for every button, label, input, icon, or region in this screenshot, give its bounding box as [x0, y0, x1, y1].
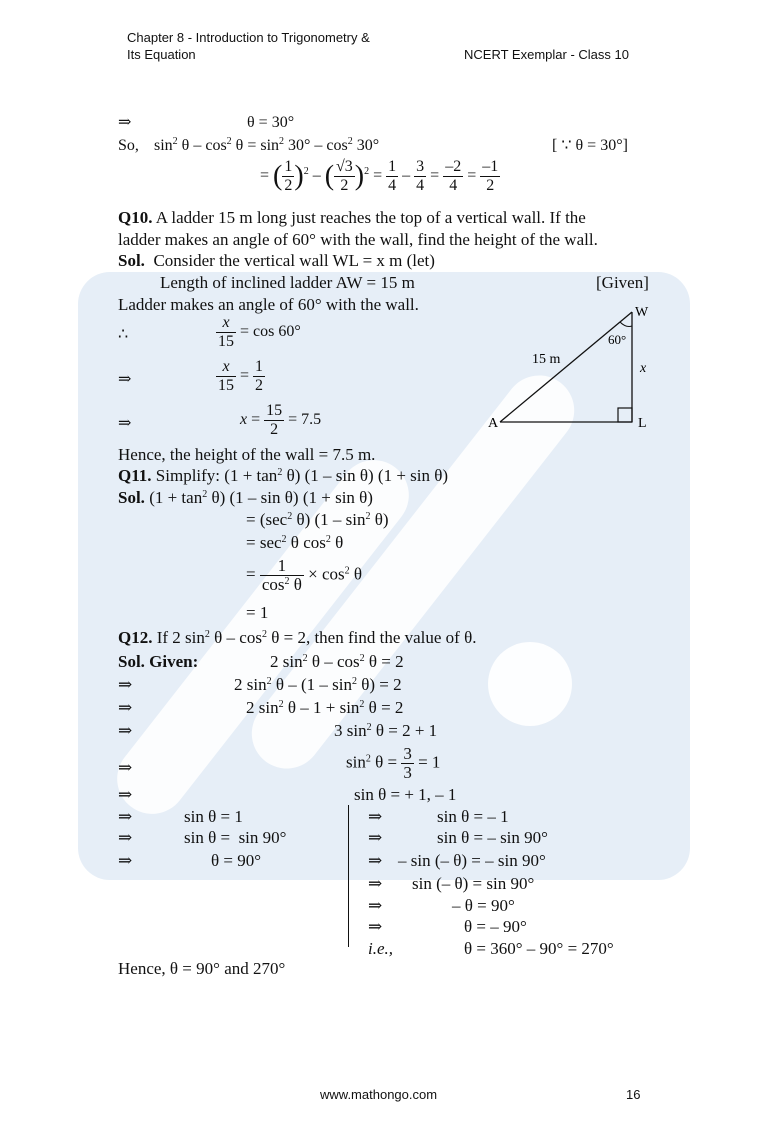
equation-line: $\frac{x}{15}$ = cos 60°	[218, 314, 301, 350]
solution-12-given: Sol. Given:	[118, 652, 199, 671]
equation-line: $\sin^2 \theta - \cos^2 \theta = \sin^2 30^\circ - \cos^2 30^\circ$	[154, 136, 380, 154]
equation-line: 2 $\sin^2 \theta - 1 + \sin^2 \theta = 2$	[246, 698, 404, 717]
label-a: A	[488, 416, 499, 431]
implies-symbol: ⇒	[118, 721, 133, 740]
equation-line: sin θ = 1	[184, 807, 243, 826]
equation-line: = ( $\frac{1}{2}$ )$^2$ – ( $\frac{√3}{2}$ )$^2$ = $\frac{1}{4}$ – $\frac{3}{4}$ = $\frac{-2}{4}$ = $\frac{-1}{2}$	[260, 158, 499, 194]
equation-line: θ = 30°	[247, 114, 295, 131]
equation-line: θ = 360° – 90° = 270°	[464, 939, 614, 958]
question-12: Q12. If 2 $\sin^2 \theta - \cos^2 \theta = 2$, then find the value of θ.	[118, 628, 477, 647]
equation-line: $\sin^2 \theta$ = $\frac{3}{3}$ = 1	[346, 744, 441, 782]
final-answer: Hence, θ = 90° and 270°	[118, 959, 286, 978]
page-number: 16	[626, 1087, 641, 1102]
label-hypotenuse: 15 m	[532, 352, 561, 367]
question-10-cont: ladder makes an angle of 60° with the wall, find the height of the wall.	[118, 230, 598, 249]
equation-line: sin θ = – 1	[437, 807, 509, 826]
equation-line: – θ = 90°	[452, 896, 515, 915]
implies-symbol: ⇒	[118, 371, 132, 388]
equation-line: = ($\sec^2$ θ) $(1 - \sin^2 \theta)$	[246, 510, 389, 529]
equation-line: sin θ = sin 90°	[184, 828, 287, 847]
implies-symbol: ⇒	[118, 114, 132, 131]
solution-10: Sol. Consider the vertical wall WL = x m (let)	[118, 251, 435, 270]
footer-url: www.mathongo.com	[320, 1087, 438, 1102]
equation-line: 2 $\sin^2 \theta - \cos^2 \theta = 2$	[270, 652, 404, 671]
label-angle: 60°	[608, 332, 627, 347]
ie-label: i.e.,	[368, 939, 394, 958]
implies-symbol: ⇒	[118, 807, 133, 826]
chapter-title: Chapter 8 - Introduction to Trigonometry &	[127, 30, 370, 45]
branch-divider	[348, 805, 349, 947]
equation-line: 2 $\sin^2 \theta - (1 - \sin^2 \theta) = 2$	[234, 675, 402, 694]
implies-symbol: ⇒	[368, 896, 383, 915]
implies-symbol: ⇒	[118, 698, 133, 717]
watermark-dot	[488, 642, 572, 726]
implies-symbol: ⇒	[118, 758, 133, 777]
implies-symbol: ⇒	[118, 851, 133, 870]
implies-symbol: ⇒	[118, 828, 133, 847]
implies-symbol: ⇒	[368, 917, 383, 936]
solution-11: Sol. $(1 + \tan^2 \theta)$ (1 – sin θ) (1 + sin θ)	[118, 488, 373, 507]
equation-line: $\frac{x}{15}$ = $\frac{1}{2}$	[218, 358, 264, 394]
therefore-symbol: ∴	[118, 326, 129, 343]
equation-line: = $\sec^2 \theta$ $\cos^2 \theta$	[246, 533, 344, 552]
because-note: [ ∵ θ = 30°]	[552, 137, 628, 154]
implies-symbol: ⇒	[368, 828, 383, 847]
ladder-triangle-diagram	[480, 296, 670, 436]
equation-line: 3 $\sin^2 \theta = 2 + 1$	[334, 721, 438, 740]
implies-symbol: ⇒	[118, 415, 132, 432]
solution-line: Length of inclined ladder AW = 15 m	[160, 273, 415, 292]
chapter-subtitle: Its Equation	[127, 47, 196, 62]
implies-symbol: ⇒	[368, 851, 383, 870]
label-x: x	[640, 361, 647, 376]
implies-symbol: ⇒	[368, 874, 383, 893]
equation-line: – sin (– θ) = – sin 90°	[398, 851, 546, 870]
question-10: Q10. A ladder 15 m long just reaches the top of a vertical wall. If the	[118, 208, 586, 227]
equation-line: x = $\frac{15}{2}$ = 7.5	[240, 402, 322, 438]
equation-line: sin θ = + 1, – 1	[354, 785, 457, 804]
so-label: So,	[118, 137, 139, 154]
equation-line: = 1	[246, 603, 269, 622]
implies-symbol: ⇒	[368, 807, 383, 826]
label-l: L	[638, 416, 647, 431]
equation-line: sin (– θ) = sin 90°	[412, 874, 535, 893]
label-w: W	[635, 305, 649, 320]
equation-line: = $\frac{1}{\cos^2 \theta}$ × $\cos^2 \theta$	[246, 556, 363, 594]
implies-symbol: ⇒	[118, 675, 133, 694]
equation-line: sin θ = – sin 90°	[437, 828, 548, 847]
implies-symbol: ⇒	[118, 785, 133, 804]
equation-line: θ = 90°	[211, 851, 262, 870]
given-note: [Given]	[596, 273, 649, 292]
equation-line: θ = – 90°	[464, 917, 527, 936]
solution-line: Ladder makes an angle of 60° with the wall.	[118, 295, 419, 314]
book-title: NCERT Exemplar - Class 10	[464, 47, 629, 62]
question-11: Q11. Simplify: $(1 + \tan^2 \theta)$ (1 – sin θ) (1 + sin θ)	[118, 466, 449, 485]
result-10: Hence, the height of the wall = 7.5 m.	[118, 445, 376, 464]
